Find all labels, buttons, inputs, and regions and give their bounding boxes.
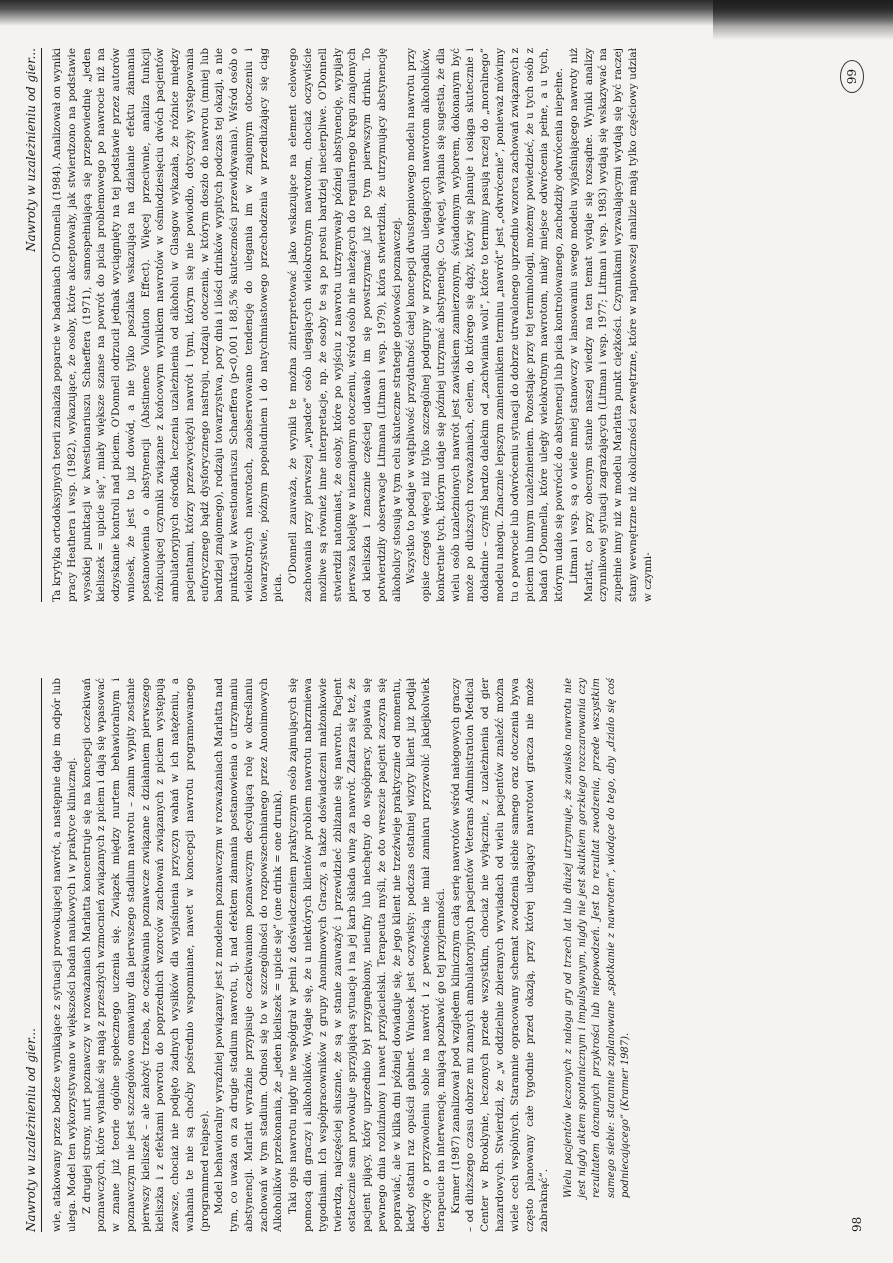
paragraph: Kramer (1987) zanalizował pod względem klinicznym całą serię nawrotów wśród nałogowych graczy – od dłuższego czasu dobrze mu znanych ambulatoryjnych pacjentów Veterans Administration Medical Center w Brooklynie, leczonych przede wszystkim, chociaż nie wyłącznie, z uzależnienia od gier hazardowych. Stwierdził, że „w oddzielnie zbieranych wywiadach od wielu pacjentów znaleźć można wiele cech wspólnych. Starannie opracowany schemat zwodzenia siebie samego oraz otoczenia bywa często planowany całe tygodnie przed okazją, przy której ulegający nawrotowi gracza nie może zabraknąć”. xyxy=(449,678,551,1232)
circled-page-number: 99 xyxy=(840,60,864,93)
paragraph: wie, atakowany przez bodźce wynikające z sytuacji prowokującej nawrót, a następnie daje im odpór lub ulega. Model ten wykorzystywano w większości badań naukowych i w praktyce klinicznej. xyxy=(51,678,78,1232)
book-spread xyxy=(10,30,870,1250)
left-page xyxy=(10,660,870,1250)
page-number: 98 xyxy=(850,1216,864,1232)
running-head: Nawroty w uzależnieniu od gier... xyxy=(24,48,42,602)
block-quote: Wielu pacjentów leczonych z nałogu gry od trzech lat lub dłużej utrzymuje, że zawisko nawrotu nie jest nigdy aktem spontanicznym i impulsywnym, nigdy nie jest skutkiem gorzkiego rozczarowania czy rezultatem doznanych przykrości lub niepowodzeń. Jest to rezultat zwodzenia, przede wszystkim samego siebie: starannie zaplanowane „spotkanie z nawrotem”, wiodące do tego, aby „działo się coś podniecającego” (Kramer 1987). xyxy=(563,678,631,1198)
body-text xyxy=(50,48,655,602)
running-head: Nawroty w uzależnieniu od gier... xyxy=(24,678,42,1232)
paragraph: Model behawioralny wyraźniej powiązany jest z modelem poznawczym w rozważaniach Marlatta nad tym, co uważa on za drugie stadium nawrotu, tj. nad efektem złamania postanowienia o utrzymaniu abstynencji. Marlatt wyraźnie przypisuje oczekiwaniom poznawczym decydującą rolę w określaniu zachowań w tym stadium. Odnosi się to w szczególności do rozpowszechnianego przez Anonimowych Alkoholików przekonania, że „jeden kieliszek = upicie się” (one drink = one drunk). xyxy=(213,678,285,1232)
paragraph: Z drugiej strony, nurt poznawczy w rozważaniach Marlatta koncentruje się na koncepcji oczekiwań poznawczych, które wyłaniać się mają z przeszłych wzmocnień związanych z piciem i dają się wpasować w znane już teorie ogólne społecznego uczenia się. Związek między nurtem behawioralnym i poznawczym nie jest szczegółowo omawiany dla pierwszego stadium nawrotu – zanim wypity zostanie pierwszy kieliszek – ale założyć trzeba, że oczekiwania poznawcze związane z działaniem pierwszego kieliszka i z efektami powrotu do poprzednich wzorców zachowań związanych z piciem występują zawsze, chociaż nie podjęto żadnych wysiłków dla wyjaśnienia przyczyn wahań w ich natężeniu, a wahania te nie są choćby pośrednio wspomniane, nawet w koncepcji nawrotu programowanego (programmed relapse). xyxy=(80,678,211,1232)
paragraph: O'Donnell zauważa, że wyniki te można zinterpretować jako wskazujące na element celowego zachowania przy pierwszej „wpadce” osób ulegających wielokrotnym nawrotom, chociaż oczywiście możliwe są również inne interpretacje, np. że osoby te są po prostu bardziej niecierpliwe. O'Donnell stwierdził natomiast, że osoby, które po wyjściu z nawrotu utrzymywały później abstynencję, wypijały pierwsza kolejkę w nieznajomym otoczeniu, wśród osób nie należących do regularnego kręgu znajomych od kieliszka i znacznie częściej udawało im się powstrzymać już po tym pierwszym drinku. To potwierdziły obserwacje Litmana (Litman i wsp. 1979), która stwierdziła, że utrzymujący abstynencję alkoholicy stosują w tym celu skuteczne strategie gotowości poznawczej. xyxy=(287,48,403,602)
right-page xyxy=(10,30,870,620)
paragraph: Taki opis nawrotu nigdy nie współgrał w pełni z doświadczeniem praktycznym osób zajmujących się pomocą dla graczy i alkoholików. Wydaje się, że u niektórych klientów problem nawrotu nabrzmiewa tygodniami. Ich współpracowników z grupy Anonimowych Graczy, a także doświadczeni małżonkowie twierdzą, najczęściej słusznie, że są w stanie zauważyć i przewidzieć zbliżanie się nawrotu. Pacjent ostatecznie sam prowokuje sprzyjającą sytuację i na jej karb składa winę za nawrót. Zdarza się też, że pacjent pijący, który uprzednio był przygnębiony, nieufny lub niechętny do współpracy, pojawia się pewnego dnia rozluźniony i nawet przyjacielski. Terapeuta myśli, że oto wreszcie pacjent zaczyna się poprawiać, ale w kilka dni później dowiaduje się, że jego klient nie trzeźwieje praktycznie od momentu, kiedy ostatni raz opuścił gabinet. Wniosek jest oczywisty: podczas ostatniej wizyty klient już podjął decyzję o przyzwoleniu sobie na nawrót i z pewnością nie miał zamiaru przyzwolić jakiejkolwiek terapeucie na interwencję, mającą pozbawić go tej przyjemności. xyxy=(287,678,447,1232)
paragraph: Litman i wsp. są o wiele mniej stanowczy w lansowaniu swego modelu wyjaśniającego nawroty niż Marlatt, co przy obecnym stanie naszej wiedzy na ten temat wydaje się rozsądne. Wyniki analizy czynnikowej sytuacji zagrażających (Litman i wsp. 1977; Litman i wsp. 1983) wydają się wskazywać na zupełnie inny niż w modelu Marlatta punkt ciężkości. Czynnikami wyzwalającymi wydają się być raczej stany wewnętrzne niż okoliczności zewnętrzne, które w najnowszej analizie mają tylko częściowy udział w czynni- xyxy=(567,48,654,602)
page-number xyxy=(840,60,864,93)
paragraph: Ta krytyka ortodoksyjnych teorii znalazła poparcie w badaniach O'Donnella (1984). Analizował on wyniki pracy Heathera i wsp. (1982), wykazujące, że osoby, które akceptowały, jak stwierdzono na podstawie wysokiej punktacji w kwestionariuszu Schaeffera (1971), samospełniającą się przepowiednię „jeden kieliszek = upicie się”, miały większe szanse na powrót do picia problemowego po nawrocie niż na odzyskanie kontroli nad piciem. O'Donnell odrzucił jednak wyciągnięty na tej podstawie przez autorów wniosek, że jest to już dowód, a nie tylko poszlaka wskazująca na działanie efektu złamania postanowienia o abstynencji (Abstinence Violation Effect). Więcej przeciwnie, analiza funkcji różnicującej czynniki związane z końcowym wynikiem nawrotów w ośmiodziesięciu dwóch pacjentów ambulatoryjnych ośrodka leczenia uzależnienia od alkoholu w Glasgow wykazała, że różnice między pacjentami, którzy przezwyciężyli nawrót i tymi, którym się nie powiodło, dotyczyły występowania euforycznego bądź dysforycznego nastroju, rodzaju otoczenia, w którym doszło do nawrotu (mniej lub bardziej znajomego), rodzaju towarzystwa, pory dnia i ilości drinków wypitych podczas tej okazji, a nie punktacji w kwestionariuszu Schaeffera (p<0,001 i 88,5% skuteczności przewidywania). Wśród osób o wielokrotnych nawrotach, zaobserwowano tendencję do ulegania im w znajomym otoczeniu i towarzystwie, późnym popołudniem i do natychmiastowego przechodzenia w przedłużający się ciąg picia. xyxy=(51,48,285,602)
paragraph: Wszystko to podaje w wątpliwość przydatność całej koncepcji dwustopniowego modelu nawrotu przy opisie czegoś więcej niż tylko szczególnej podgrupy w przypadku ulegających nawrotom alkoholików, konkretnie tych, którym udaje się później utrzymać abstynencję. Co więcej, wyłania się sugestia, że dla wielu osób uzależnionych nawrót jest zawiskiem zamierzonym, świadomym wyborem, dokonanym być może po dłuższych rozważaniach, celem, do którego się dąży, który się planuje i osiąga skutecznie i dokładnie – czymś bardzo dalekim od „zachwiania woli”, które to terminy pasują raczej do „moralnego” modelu nałogu. Znacznie lepszym zamiennikiem terminu „nawrót” jest „odwrócenie”, ponieważ mówimy tu o powrocie lub odwróceniu sytuacji do dobrze utrwalonego uprzednio wzorca zachowań związanych z piciem lub innym uzależnieniem. Pozostając przy tej terminologii, możemy powiedzieć, że u tych osób z badań O'Donnella, które uległy wielokrotnym nawrotom, miały miejsce odwrócenia pełne, a u tych, którym udało się powrócić do abstynencji lub picia kontrolowanego, zachodziły odwrócenia niepełne. xyxy=(405,48,566,602)
body-text xyxy=(50,678,552,1232)
